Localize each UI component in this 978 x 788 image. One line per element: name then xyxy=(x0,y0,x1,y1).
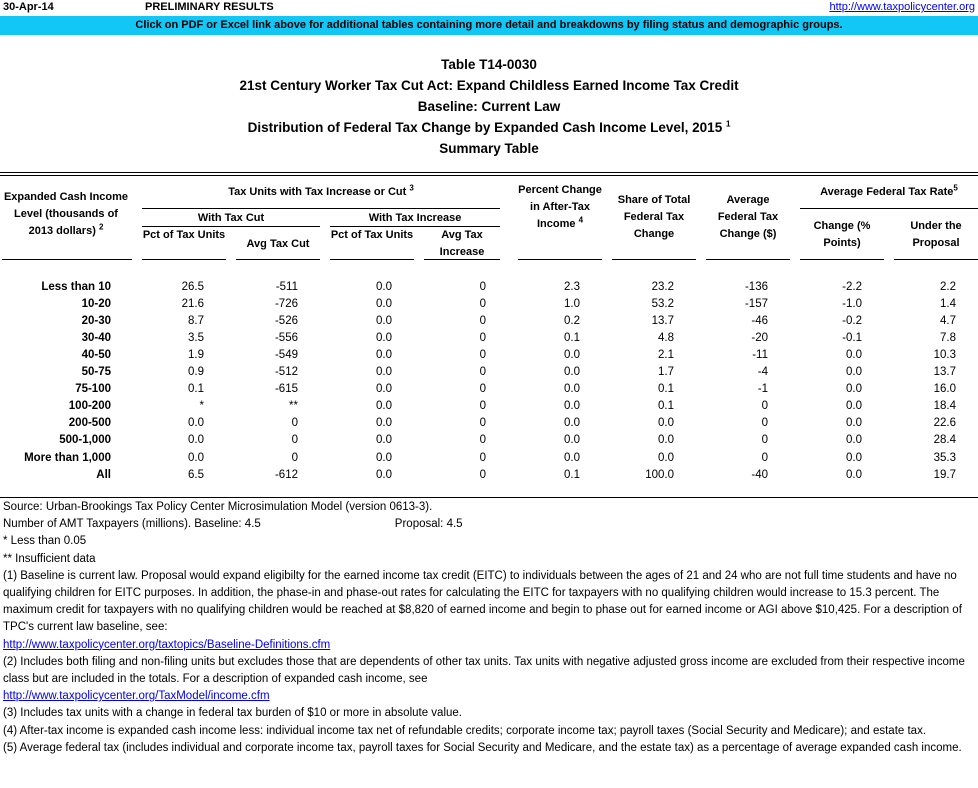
cell-rate-change: 0.0 xyxy=(846,468,862,481)
cell-rate-change: 0.0 xyxy=(846,349,862,362)
cell-avg-change: -157 xyxy=(744,298,768,311)
cell-level: 100-200 xyxy=(68,400,111,413)
cell-pct-after: 0.1 xyxy=(564,332,580,345)
cell-share: 0.0 xyxy=(658,417,674,430)
cell-pct-cut: 0.0 xyxy=(188,451,204,464)
header-with-tax-increase: With Tax Increase xyxy=(368,212,462,224)
cell-avg-change: 0 xyxy=(761,400,768,413)
cell-pct-inc: 0.0 xyxy=(376,434,392,447)
cell-pct-after: 0.0 xyxy=(564,366,580,379)
cell-pct-cut: 3.5 xyxy=(188,332,204,345)
baseline-definitions-link[interactable]: http://www.taxpolicycenter.org/taxtopics/Baseline-Definitions.cfm xyxy=(3,638,331,651)
cell-pct-inc: 0.0 xyxy=(376,315,392,328)
table-row xyxy=(0,364,978,381)
cell-pct-cut: 6.5 xyxy=(188,468,204,481)
cell-rate-change: -2.2 xyxy=(842,281,862,293)
double-star-note: ** Insufficient data xyxy=(3,552,96,565)
cell-level: 500-1,000 xyxy=(59,434,111,447)
note-5: (5) Average federal tax (includes individual and corporate income tax, payroll taxes for Social Security and Medicare, and the estate tax) as a percentage of average expanded cash income. xyxy=(3,741,962,754)
header-share-total: Share of Total Federal Tax Change xyxy=(617,194,691,240)
cell-rate-under: 22.6 xyxy=(933,417,956,430)
cell-pct-after: 0.1 xyxy=(564,468,580,481)
cell-rate-under: 16.0 xyxy=(933,383,956,396)
table-row xyxy=(0,450,978,467)
cell-avg-inc: 0 xyxy=(479,400,486,413)
cell-pct-inc: 0.0 xyxy=(376,383,392,396)
cell-rate-under: 10.3 xyxy=(933,349,956,362)
cell-rate-under: 18.4 xyxy=(933,400,956,413)
note-1: (1) Baseline is current law. Proposal would expand eligibilty for the earned income tax credit (EITC) to individuals between the ages of 21 and 24 who are not full time students and have no qualifying children for EITC purposes. In addition, the phase-in and phase-out rates for calculating the EITC for taxpayers with no qualifying children would increase to 15.3 percent. The maximum credit for taxpayers with no qualifying children would be reached at $8,820 of earned income and begin to phase out for earned income or AGI above $10,425. For a description of TPC's current law baseline, see: xyxy=(3,569,962,634)
cell-pct-after: 0.0 xyxy=(564,400,580,413)
header-pct-cut: Pct of Tax Units xyxy=(142,229,226,241)
cell-avg-cut: ** xyxy=(289,400,298,413)
cell-pct-cut: * xyxy=(199,400,204,413)
cell-avg-inc: 0 xyxy=(479,315,486,328)
cell-share: 0.1 xyxy=(658,383,674,396)
cell-avg-change: 0 xyxy=(761,451,768,464)
cell-pct-inc: 0.0 xyxy=(376,298,392,311)
cell-rate-change: 0.0 xyxy=(846,366,862,379)
cell-pct-cut: 0.9 xyxy=(188,366,204,379)
cell-level: 10-20 xyxy=(81,298,111,311)
cell-avg-change: -11 xyxy=(752,349,768,362)
cell-level: Less than 10 xyxy=(41,281,111,293)
cell-share: 23.2 xyxy=(651,281,674,293)
cell-pct-inc: 0.0 xyxy=(376,349,392,362)
cell-level: 20-30 xyxy=(81,315,111,328)
cell-share: 1.7 xyxy=(658,366,674,379)
table-row xyxy=(0,279,978,296)
cell-rate-change: 0.0 xyxy=(846,400,862,413)
cell-rate-under: 7.8 xyxy=(940,332,956,345)
header-pct-inc: Pct of Tax Units xyxy=(330,229,414,241)
cell-avg-change: -40 xyxy=(751,468,768,481)
header-avg-inc: Avg Tax Increase xyxy=(439,229,485,258)
cell-avg-cut: -526 xyxy=(274,315,298,328)
cell-avg-inc: 0 xyxy=(479,298,486,311)
cell-level: All xyxy=(96,468,111,481)
cell-avg-change: -136 xyxy=(744,281,768,293)
cell-pct-after: 2.3 xyxy=(564,281,580,293)
header-rate-under: Under the Proposal xyxy=(910,220,962,249)
cell-pct-cut: 0.1 xyxy=(188,383,204,396)
cell-pct-after: 0.0 xyxy=(564,417,580,430)
cell-rate-under: 13.7 xyxy=(933,366,956,379)
table-name: 21st Century Worker Tax Cut Act: Expand Childless Earned Income Tax Credit xyxy=(239,78,739,93)
header-pct-change-after-tax: Percent Change in After-Tax Income $^4$ xyxy=(518,184,602,230)
table-row xyxy=(0,347,978,364)
cell-avg-cut: -612 xyxy=(274,468,298,481)
cell-pct-cut: 8.7 xyxy=(188,315,204,328)
cell-pct-inc: 0.0 xyxy=(376,417,392,430)
cell-share: 2.1 xyxy=(658,349,674,362)
cell-avg-inc: 0 xyxy=(479,349,486,362)
header-with-tax-cut: With Tax Cut xyxy=(197,212,265,224)
cell-level: 75-100 xyxy=(75,383,111,396)
cell-share: 0.0 xyxy=(658,451,674,464)
cell-pct-cut: 0.0 xyxy=(188,434,204,447)
cell-level: 200-500 xyxy=(68,417,111,430)
cell-rate-change: -1.0 xyxy=(842,298,862,311)
cell-rate-under: 4.7 xyxy=(940,315,956,328)
cell-rate-change: 0.0 xyxy=(846,417,862,430)
cell-pct-after: 1.0 xyxy=(564,298,580,311)
cell-pct-inc: 0.0 xyxy=(376,468,392,481)
table-row xyxy=(0,398,978,415)
header-income-level: Expanded Cash Income Level (thousands of 2013 dollars) $^2$ xyxy=(3,191,129,237)
cell-avg-cut: -549 xyxy=(274,349,298,362)
cell-share: 0.1 xyxy=(658,400,674,413)
report-date: 30-Apr-14 xyxy=(3,1,54,13)
summary-title: Summary Table xyxy=(439,141,539,156)
cell-share: 0.0 xyxy=(658,434,674,447)
cell-avg-change: -20 xyxy=(751,332,768,345)
cell-avg-inc: 0 xyxy=(479,451,486,464)
cell-avg-inc: 0 xyxy=(479,383,486,396)
cell-avg-cut: -512 xyxy=(274,366,298,379)
cell-avg-inc: 0 xyxy=(479,332,486,345)
cell-rate-change: -0.1 xyxy=(842,332,862,345)
note-3: (3) Includes tax units with a change in federal tax burden of $10 or more in absolute value. xyxy=(3,707,462,720)
cell-avg-inc: 0 xyxy=(479,366,486,379)
top-double-rule xyxy=(0,172,978,176)
cell-share: 100.0 xyxy=(645,468,674,481)
cell-rate-change: -0.2 xyxy=(842,315,862,328)
cell-share: 13.7 xyxy=(651,315,674,328)
distribution-title: Distribution of Federal Tax Change by Expanded Cash Income Level, 2015 $^1$ xyxy=(247,119,731,135)
cell-pct-cut: 1.9 xyxy=(188,349,204,362)
cell-pct-inc: 0.0 xyxy=(376,332,392,345)
cell-rate-under: 35.3 xyxy=(933,451,956,464)
cell-pct-after: 0.0 xyxy=(564,383,580,396)
header-rate-change: Change (% Points) xyxy=(813,220,871,249)
amt-note: Number of AMT Taxpayers (millions). Baseline: 4.5 Proposal: 4.5 xyxy=(3,518,463,531)
header-avg-fed-rate: Average Federal Tax Rate$^5$ xyxy=(820,183,958,198)
table-row xyxy=(0,313,978,330)
cell-avg-inc: 0 xyxy=(479,434,486,447)
tpc-link[interactable]: http://www.taxpolicycenter.org xyxy=(829,1,975,13)
cell-avg-change: -1 xyxy=(757,383,768,396)
table-row xyxy=(0,432,978,449)
source-note: Source: Urban-Brookings Tax Policy Center Microsimulation Model (version 0613-3). xyxy=(3,501,433,513)
header-avg-cut: Avg Tax Cut xyxy=(246,238,310,250)
table-row xyxy=(0,415,978,432)
cell-avg-inc: 0 xyxy=(479,468,486,481)
table-row xyxy=(0,381,978,398)
cell-rate-under: 2.2 xyxy=(940,281,956,293)
cell-rate-change: 0.0 xyxy=(846,451,862,464)
table-row xyxy=(0,296,978,313)
cell-avg-cut: -556 xyxy=(274,332,298,345)
cell-avg-cut: 0 xyxy=(291,451,298,464)
cell-pct-inc: 0.0 xyxy=(376,281,392,293)
cell-avg-cut: 0 xyxy=(291,417,298,430)
cell-pct-inc: 0.0 xyxy=(376,400,392,413)
cell-avg-change: 0 xyxy=(761,417,768,430)
income-definition-link[interactable]: http://www.taxpolicycenter.org/TaxModel/income.cfm xyxy=(3,690,270,703)
preliminary-label: PRELIMINARY RESULTS xyxy=(145,1,274,13)
cell-pct-inc: 0.0 xyxy=(376,451,392,464)
cell-pct-after: 0.0 xyxy=(564,451,580,464)
baseline-title: Baseline: Current Law xyxy=(417,99,561,114)
cell-avg-inc: 0 xyxy=(479,281,486,293)
table-id: Table T14-0030 xyxy=(441,57,537,72)
cell-share: 53.2 xyxy=(651,298,674,311)
cell-pct-after: 0.0 xyxy=(564,434,580,447)
cell-rate-change: 0.0 xyxy=(846,383,862,396)
cell-pct-cut: 21.6 xyxy=(181,298,204,311)
cell-pct-after: 0.0 xyxy=(564,349,580,362)
note-4: (4) After-tax income is expanded cash income less: individual income tax net of refundable credits; corporate income tax; payroll taxes (Social Security and Medicare); and estate tax. xyxy=(3,724,927,737)
header-group-tax-units: Tax Units with Tax Increase or Cut $^3$ xyxy=(228,183,414,198)
cell-level: 30-40 xyxy=(81,332,111,345)
cell-rate-under: 1.4 xyxy=(940,298,956,311)
cell-avg-inc: 0 xyxy=(479,417,486,430)
cell-avg-cut: 0 xyxy=(291,434,298,447)
cell-share: 4.8 xyxy=(658,332,674,345)
cell-rate-change: 0.0 xyxy=(846,434,862,447)
cell-avg-cut: -615 xyxy=(274,383,298,396)
cell-avg-change: 0 xyxy=(761,434,768,447)
cell-avg-change: -46 xyxy=(751,315,768,328)
cell-rate-under: 28.4 xyxy=(933,434,956,447)
cell-pct-cut: 0.0 xyxy=(188,417,204,430)
table-titles xyxy=(0,54,978,159)
cell-pct-cut: 26.5 xyxy=(181,281,204,293)
cell-pct-inc: 0.0 xyxy=(376,366,392,379)
cell-level: 40-50 xyxy=(81,349,111,362)
note-2: (2) Includes both filing and non-filing units but excludes those that are dependents of other tax units. Tax units with negative adjusted gross income are excluded from their respective income class but are included in the totals. For a description of expanded cash income, see xyxy=(3,655,965,686)
bottom-rule xyxy=(0,497,978,498)
cell-level: More than 1,000 xyxy=(24,451,111,464)
cell-avg-cut: -726 xyxy=(274,298,298,311)
star-note: * Less than 0.05 xyxy=(3,535,87,548)
cell-pct-after: 0.2 xyxy=(564,315,580,328)
table-row xyxy=(0,330,978,347)
top-bar xyxy=(0,0,978,16)
cell-avg-change: -4 xyxy=(757,366,768,379)
cell-avg-cut: -511 xyxy=(275,281,298,293)
info-banner: Click on PDF or Excel link above for additional tables containing more detail and breakdowns by filing status and demographic groups. xyxy=(0,16,978,35)
cell-level: 50-75 xyxy=(81,366,111,379)
cell-rate-under: 19.7 xyxy=(933,468,956,481)
table-row xyxy=(0,467,978,484)
header-avg-fed-change: Average Federal Tax Change ($) xyxy=(717,194,779,240)
footnotes xyxy=(3,499,975,757)
